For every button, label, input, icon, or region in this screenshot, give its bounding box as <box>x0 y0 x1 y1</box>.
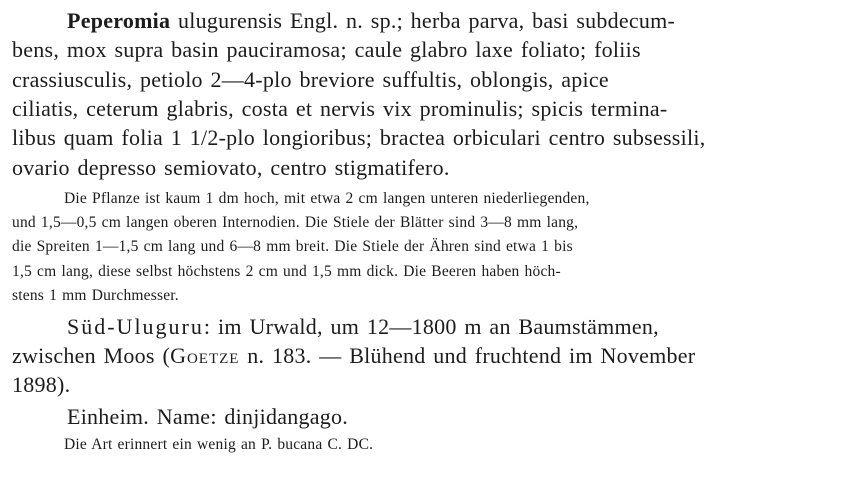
protologue-line-5: libus quam folia 1 1/2-plo longioribus; bractea orbiculari centro subsessili, <box>12 125 706 150</box>
protologue-line-1 <box>67 8 838 34</box>
protologue-line-4: ciliatis, ceterum glabris, costa et nervis vix prominulis; spicis termina- <box>12 96 668 121</box>
locality-text-1: : im Urwald, um 12—1800 m an Baumstämmen, <box>203 314 659 339</box>
locality-region: Süd-Uluguru <box>67 314 204 339</box>
description-line-3: die Spreiten 1—1,5 cm lang und 6—8 mm breit. Die Stiele der Ähren sind etwa 1 bis <box>12 238 573 255</box>
description-line-2: und 1,5—0,5 cm langen oberen Internodien. Die Stiele der Blätter sind 3—8 mm lang, <box>12 214 579 231</box>
protologue-text-1: ulugurensis Engl. n. sp.; herba parva, basi subdecum- <box>170 8 676 33</box>
locality-line-3: 1898). <box>12 372 71 397</box>
page <box>12 8 838 492</box>
genus-name: Peperomia <box>67 8 171 33</box>
protologue-line-2: bens, mox supra basin pauciramosa; caule glabro laxe foliato; foliis <box>12 37 641 62</box>
locality-text-2b: n. 183. — Blühend und fruchtend im November <box>239 343 696 368</box>
description-line-4: 1,5 cm lang, diese selbst höchstens 2 cm und 1,5 mm dick. Die Beeren haben höch- <box>12 263 561 280</box>
collector-name: Goetze <box>170 343 240 368</box>
description-line-5: stens 1 mm Durchmesser. <box>12 287 179 304</box>
locality-line-1 <box>67 314 659 340</box>
vernacular-name: Einheim. Name: dinjidangago. <box>67 404 349 429</box>
locality-line-2 <box>12 343 695 369</box>
description-line-1: Die Pflanze ist kaum 1 dm hoch, mit etwa 2 cm langen unteren niederliegenden, <box>64 190 590 207</box>
protologue-line-3: crassiusculis, petiolo 2—4-plo breviore suffultis, oblongis, apice <box>12 67 609 92</box>
comparison-note: Die Art erinnert ein wenig an P. bucana C. DC. <box>64 436 374 453</box>
protologue-line-6: ovario depresso semiovato, centro stigmatifero. <box>12 155 450 180</box>
locality-text-2a: zwischen Moos ( <box>12 343 171 368</box>
